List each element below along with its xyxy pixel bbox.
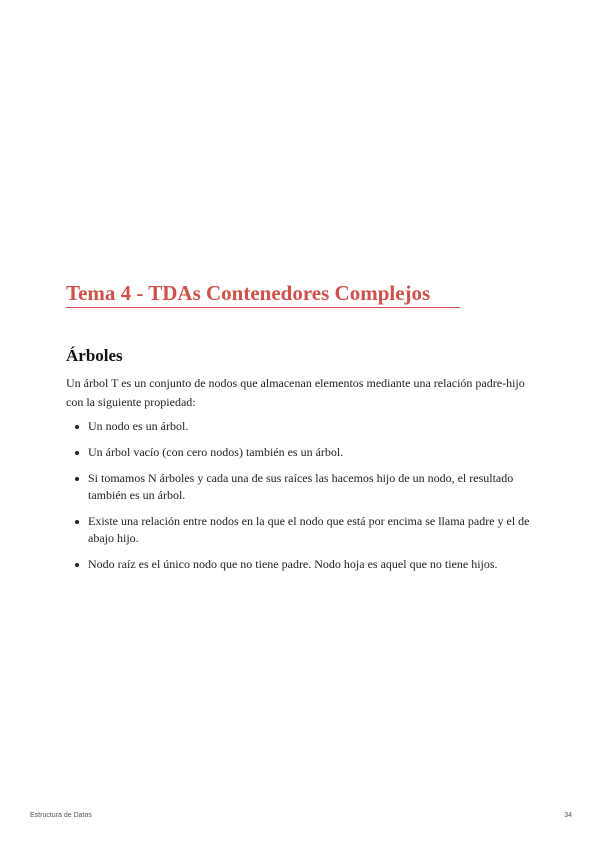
list-item [72,556,532,573]
section-title: Árboles [66,346,123,365]
list-item-text: Un árbol vacío (con cero nodos) también es un árbol. [88,445,344,459]
footer-document-title: Estructura de Datos [30,812,92,819]
list-item [72,444,532,461]
bullet-list [72,418,532,582]
bullet-icon [75,563,79,567]
bullet-icon [75,477,79,481]
list-item-text: Existe una relación entre nodos en la que el nodo que está por encima se llama padre y el de abajo hijo. [88,514,530,545]
bullet-icon [75,520,79,524]
list-item [72,418,532,435]
list-item [72,470,532,504]
list-item-text: Un nodo es un árbol. [88,419,189,433]
list-item-text: Si tomamos N árboles y cada una de sus raíces las hacemos hijo de un nodo, el resultado también es un árbol. [88,471,514,502]
list-item [72,513,532,547]
chapter-title: Tema 4 - TDAs Contenedores Complejos [66,280,460,308]
list-item-text: Nodo raíz es el único nodo que no tiene padre. Nodo hoja es aquel que no tiene hijos. [88,557,498,571]
bullet-icon [75,425,79,429]
intro-paragraph: Un árbol T es un conjunto de nodos que almacenan elementos mediante una relación padre-hijo con la siguiente propiedad: [66,376,525,409]
bullet-icon [75,451,79,455]
page-number: 34 [564,812,572,819]
